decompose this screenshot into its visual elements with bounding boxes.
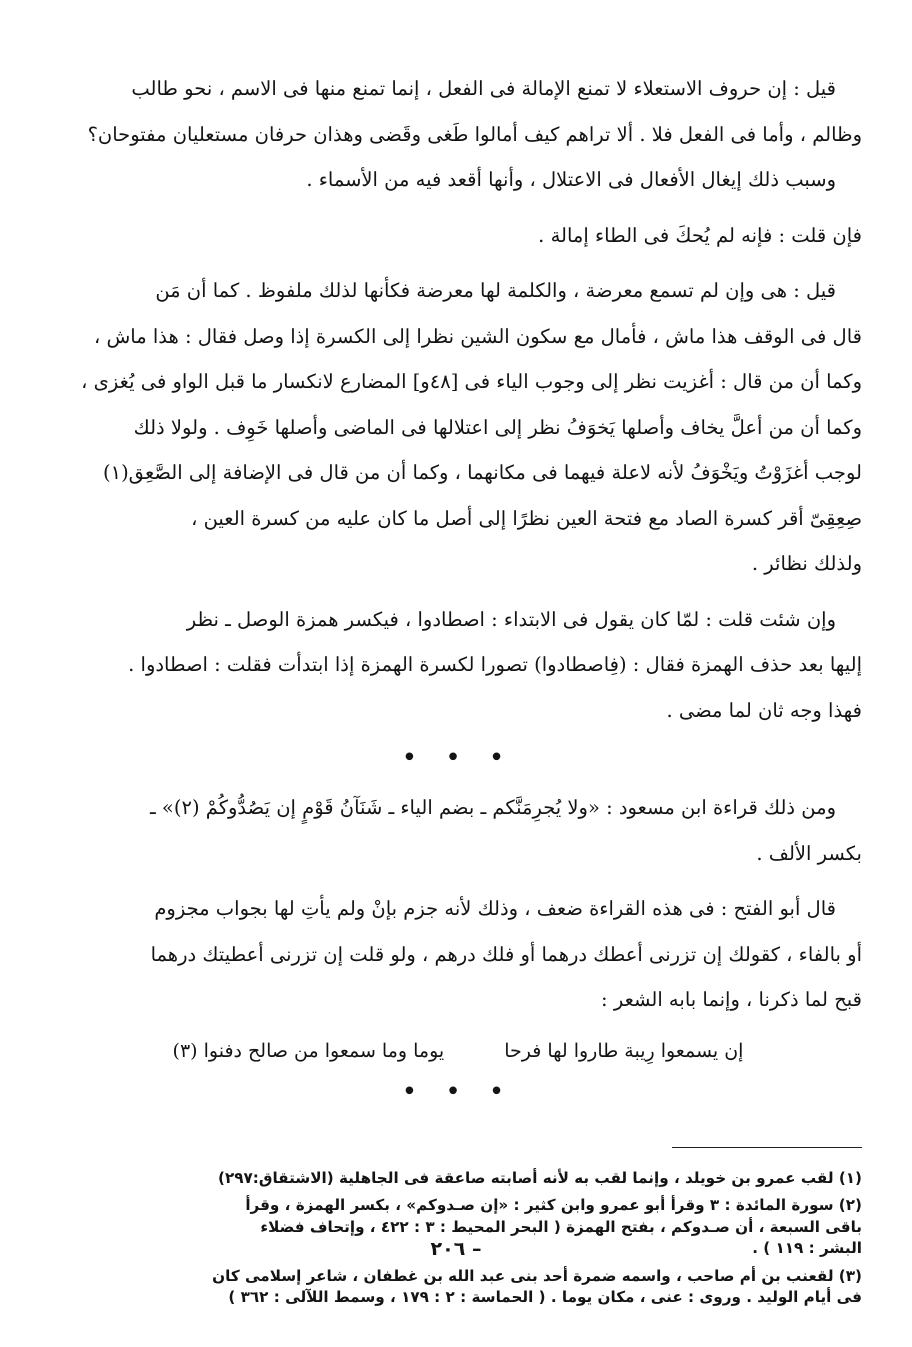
page-number: – ٢٠٦	[430, 1238, 482, 1260]
text-line: قيل : إن حروف الاستعلاء لا تمنع الإمالة فى الفعل ، إنما تمنع منها فى الاسم ، نحو طالب	[131, 77, 836, 100]
text-line: قيل : هى وإن لم تسمع معرضة ، والكلمة لها معرضة فكأنها لذلك ملفوظ . كما أن مَن	[155, 279, 836, 302]
text-line: قال فى الوقف هذا ماش ، فأمال مع سكون الشين نظرا إلى الكسرة إذا وصل فقال : هذا ماش ،	[93, 324, 862, 348]
footnote-1	[54, 1168, 862, 1190]
paragraph-6	[54, 886, 862, 1023]
text-line: قبح لما ذكرنا ، وإنما بابه الشعر :	[601, 988, 862, 1011]
footnote-line: (١) لقب عمرو بن خويلد ، وإنما لقب به لأنه أصابته صاعقة فى الجاهلية (الاشتقاق:٢٩٧)	[218, 1168, 862, 1187]
text-line: بكسر الألف .	[756, 841, 862, 865]
paragraph-4	[54, 597, 862, 734]
section-separator: • • •	[401, 743, 515, 773]
text-line: ومن ذلك قراءة ابن مسعود : «ولا يُجرِمَنَّكم ـ بضم الياء ـ شَنَآنُ قَوْمٍ إن يَصُدُّوكُمْ (٢)» ـ	[150, 796, 836, 819]
text-line: لوجب أغزَوْتُ ويَخْوَفُ لأنه لاعلة فيهما فى مكانهما ، وكما أن من قال فى الإضافة إلى الصَّعِق(١)	[102, 461, 862, 484]
text-line: وسبب ذلك إيغال الأفعال فى الاعتلال ، وأنها أقعد فيه من الأسماء .	[306, 168, 836, 191]
poetry-verse	[54, 1033, 862, 1069]
paragraph-5	[54, 785, 862, 876]
text-line: فإن قلت : فإنه لم يُحكَ فى الطاء إمالة .	[538, 223, 862, 247]
footnote-line: باقى السبعة ، أن صـدوكم ، بفتح الهمزة ( البحر المحيط : ٣ : ٤٢٢ ، وإتحاف فضلاء	[260, 1217, 862, 1236]
text-line: وإن شئت قلت : لمّا كان يقول فى الابتداء : اصطادوا ، فيكسر همزة الوصل ـ نظر	[186, 607, 836, 631]
footnote-3	[54, 1266, 862, 1309]
verse-second-hemistich: يوما وما سمعوا من صالح دفنوا (٣)	[172, 1039, 445, 1062]
text-line: فهذا وجه ثان لما مضى .	[666, 698, 862, 722]
text-line: قال أبو الفتح : فى هذه القراءة ضعف ، وذلك لأنه جزم بإنْ ولم يأتِ لها بجواب مجزوم	[154, 897, 836, 920]
text-line: وكما أن من أعلَّ يخاف وأصلها يَخوَفُ نظر إلى اعتلالها فى الماضى وأصلها خَوِف . ولولا ذلك	[133, 415, 862, 439]
paragraph-3	[54, 268, 862, 587]
text-line: أو بالفاء ، كقولك إن تزرنى أعطك درهما أو فلك درهم ، ولو قلت إن تزرنى أعطيتك درهما	[150, 942, 862, 966]
text-line: وكما أن من قال : أغزيت نظر إلى وجوب الياء فى [٤٨و] المضارع لانكسار ما قبل الواو فى يُغزى ،	[81, 370, 862, 393]
body-text	[54, 66, 862, 733]
footnote-line: فى أيام الوليد . وروى : عنى ، مكان يوما . ( الحماسة : ٢ : ١٧٩ ، وسمط اللآلى : ٣٦٢ )	[228, 1288, 862, 1306]
footnote-line: (٣) لقعنب بن أم صاحب ، واسمه ضمرة أحد بنى عبد الله بن غطفان ، شاعر إسلامى كان	[212, 1266, 862, 1285]
footnote-line: (٢) سورة المائدة : ٣ وقرأ أبو عمرو وابن كثير : «إن صـدوكم» ، بكسر الهمزة ، وقرأ	[245, 1196, 862, 1214]
body-text-2	[54, 785, 862, 1023]
footnote-rule	[672, 1147, 862, 1148]
footnote-line: البشر : ١١٩ ) .	[752, 1239, 862, 1257]
text-line: صِعِقِىّ أقر كسرة الصاد مع فتحة العين نظرًا إلى أصل ما كان عليه من كسرة العين ،	[191, 506, 862, 530]
verse-first-hemistich: إن يسمعوا رِيبة طاروا لها فرحا	[504, 1039, 744, 1062]
text-line: وظالم ، وأما فى الفعل فلا . ألا تراهم كيف أمالوا طَغى وقَضى وهذان حرفان مستعليان مفتوحان؟	[87, 122, 862, 146]
paragraph-1	[54, 66, 862, 203]
text-line: ولذلك نظائر .	[751, 552, 862, 575]
text-line: إليها بعد حذف الهمزة فقال : (فِاصطادوا) تصورا لكسرة الهمزة إذا ابتدأت فقلت : اصطادوا .	[128, 653, 862, 676]
paragraph-2	[54, 213, 862, 259]
section-separator: • • •	[401, 1076, 515, 1107]
